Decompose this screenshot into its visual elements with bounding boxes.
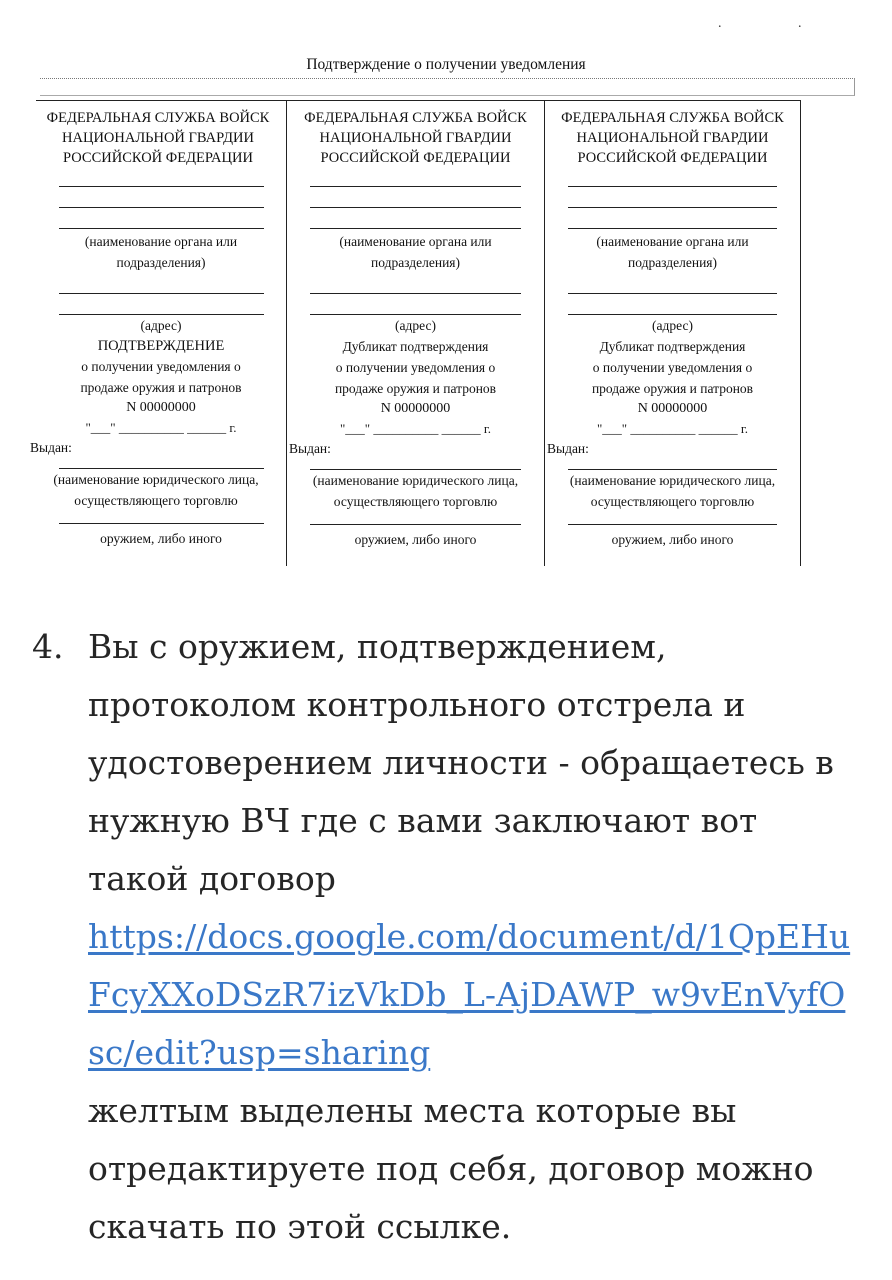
blank-line bbox=[59, 273, 264, 294]
article-list-item bbox=[32, 618, 862, 1256]
blank-line bbox=[310, 294, 521, 315]
note-line: (наименование юридического лица, bbox=[569, 473, 776, 488]
blank-line bbox=[568, 273, 777, 294]
form-column-duplicate-1 bbox=[286, 100, 544, 566]
org-line: НАЦИОНАЛЬНОЙ ГВАРДИИ bbox=[576, 130, 769, 146]
google-docs-link[interactable]: https://docs.google.com/document/d/1QpEHuFcyXXoDSzR7izVkDb_L-AjDAWP_w9vEnVyfOsc/edit?usp=sharing bbox=[88, 917, 851, 1072]
scan-tick-mark: . bbox=[798, 16, 802, 31]
note-line: (наименование юридического лица, bbox=[53, 472, 259, 487]
blank-line bbox=[568, 187, 777, 208]
org-line: НАЦИОНАЛЬНОЙ ГВАРДИИ bbox=[62, 130, 254, 146]
org-line: ФЕДЕРАЛЬНАЯ СЛУЖБА ВОЙСК bbox=[304, 110, 527, 126]
scan-tick-mark: . bbox=[718, 16, 722, 31]
legal-note bbox=[545, 470, 800, 512]
org-line: РОССИЙСКОЙ ФЕДЕРАЦИИ bbox=[320, 150, 511, 166]
form-column-original bbox=[30, 100, 286, 566]
blank-line bbox=[59, 208, 264, 229]
desc-line: о получении уведомления о bbox=[335, 360, 496, 375]
desc-line: о получении уведомления о bbox=[81, 359, 241, 374]
blank-line bbox=[59, 294, 264, 315]
org-name bbox=[30, 108, 286, 168]
blank-line bbox=[59, 178, 264, 187]
note-line: (наименование органа или bbox=[84, 234, 238, 249]
org-name bbox=[545, 108, 800, 168]
note-line: подразделения) bbox=[627, 255, 718, 270]
issued-label: Выдан: bbox=[289, 441, 331, 456]
doc-desc bbox=[545, 357, 800, 399]
doc-number: N 00000000 bbox=[126, 400, 196, 415]
note-line: осуществляющего торговлю bbox=[333, 494, 498, 509]
doc-number: N 00000000 bbox=[637, 401, 708, 416]
blank-line bbox=[59, 511, 264, 524]
doc-desc bbox=[36, 356, 286, 398]
form-scan-image bbox=[0, 0, 892, 580]
address-note: (адрес) bbox=[140, 318, 182, 333]
blank-line bbox=[310, 273, 521, 294]
weapon-note: оружием, либо иного bbox=[100, 531, 222, 546]
desc-line: продаже оружия и патронов bbox=[591, 381, 754, 396]
list-item-number: 4. bbox=[32, 627, 64, 666]
org-line: РОССИЙСКОЙ ФЕДЕРАЦИИ bbox=[577, 150, 768, 166]
org-line: ФЕДЕРАЛЬНАЯ СЛУЖБА ВОЙСК bbox=[561, 110, 784, 126]
blank-line bbox=[568, 459, 777, 470]
blank-line bbox=[568, 512, 777, 525]
desc-line: продаже оружия и патронов bbox=[80, 380, 242, 395]
weapon-note: оружием, либо иного bbox=[611, 532, 734, 547]
blank-line bbox=[310, 459, 521, 470]
org-note bbox=[36, 231, 286, 273]
blank-line bbox=[310, 178, 521, 187]
blank-line bbox=[59, 187, 264, 208]
paragraph-text-after: желтым выделены места которые вы отредактируете под себя, договор можно скачать по этой ссылке. bbox=[88, 1091, 814, 1246]
blank-line bbox=[59, 458, 264, 469]
form-title: Подтверждение о получении уведомления bbox=[306, 56, 586, 73]
doc-desc bbox=[287, 357, 544, 399]
title-rule bbox=[40, 78, 855, 96]
legal-note bbox=[26, 469, 286, 511]
form-column-duplicate-2 bbox=[544, 100, 801, 566]
date-line: "___" __________ ______ г. bbox=[85, 420, 237, 435]
note-line: осуществляющего торговлю bbox=[590, 494, 755, 509]
org-note bbox=[545, 231, 800, 273]
doc-title: Дубликат подтверждения bbox=[599, 339, 746, 354]
address-note: (адрес) bbox=[395, 318, 436, 333]
note-line: подразделения) bbox=[370, 255, 461, 270]
desc-line: о получении уведомления о bbox=[592, 360, 753, 375]
note-line: (наименование юридического лица, bbox=[312, 473, 519, 488]
date-line: "___" __________ ______ г. bbox=[597, 421, 748, 436]
note-line: (наименование органа или bbox=[596, 234, 749, 249]
org-name bbox=[287, 108, 544, 168]
doc-number: N 00000000 bbox=[380, 401, 451, 416]
doc-title: Дубликат подтверждения bbox=[342, 339, 489, 354]
issued-label: Выдан: bbox=[547, 441, 589, 456]
desc-line: продаже оружия и патронов bbox=[334, 381, 497, 396]
legal-note bbox=[287, 470, 544, 512]
blank-line bbox=[310, 512, 521, 525]
org-line: РОССИЙСКОЙ ФЕДЕРАЦИИ bbox=[63, 150, 253, 166]
blank-line bbox=[568, 294, 777, 315]
note-line: подразделения) bbox=[116, 255, 206, 270]
doc-title: ПОДТВЕРЖДЕНИЕ bbox=[97, 338, 225, 354]
org-line: ФЕДЕРАЛЬНАЯ СЛУЖБА ВОЙСК bbox=[46, 110, 270, 126]
blank-line bbox=[310, 187, 521, 208]
note-line: осуществляющего торговлю bbox=[74, 493, 238, 508]
address-note: (адрес) bbox=[652, 318, 693, 333]
list-item-body bbox=[88, 618, 862, 1256]
issued-label: Выдан: bbox=[30, 440, 72, 455]
blank-line bbox=[568, 208, 777, 229]
weapon-note: оружием, либо иного bbox=[354, 532, 477, 547]
date-line: "___" __________ ______ г. bbox=[340, 421, 491, 436]
org-note bbox=[287, 231, 544, 273]
note-line: (наименование органа или bbox=[339, 234, 492, 249]
blank-line bbox=[310, 208, 521, 229]
org-line: НАЦИОНАЛЬНОЙ ГВАРДИИ bbox=[319, 130, 512, 146]
blank-line bbox=[568, 178, 777, 187]
paragraph-text: Вы с оружием, подтверждением, протоколом контрольного отстрела и удостоверением личности - обращаетесь в нужную ВЧ где с вами заключают вот такой договор bbox=[88, 627, 834, 898]
